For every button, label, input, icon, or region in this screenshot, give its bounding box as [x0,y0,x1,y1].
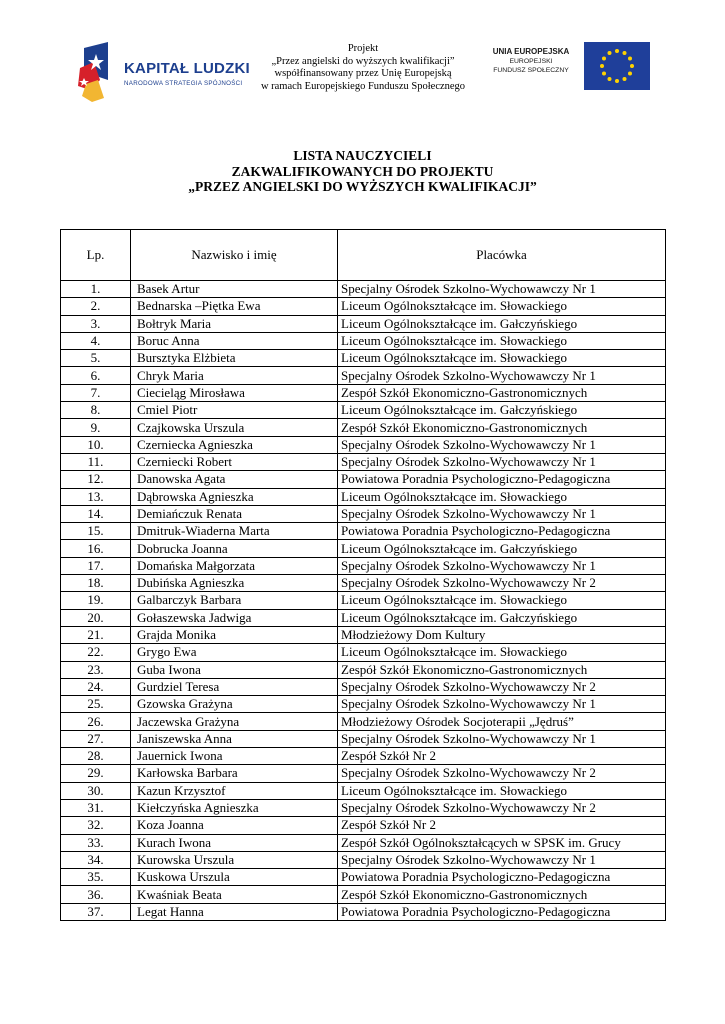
teacher-name: Gołaszewska Jadwiga [131,609,338,626]
column-header-institution: Placówka [338,230,666,281]
institution-name: Liceum Ogólnokształcące im. Słowackiego [338,332,666,349]
teacher-name: Kurach Iwona [131,834,338,851]
institution-name: Młodzieżowy Ośrodek Socjoterapii „Jędruś” [338,713,666,730]
table-row [61,384,666,401]
table-row [61,834,666,851]
row-number: 27. [61,730,131,747]
institution-name: Specjalny Ośrodek Szkolno-Wychowawczy Nr 2 [338,678,666,695]
row-number: 4. [61,332,131,349]
teacher-name: Gzowska Grażyna [131,696,338,713]
teacher-name: Kurowska Urszula [131,851,338,868]
institution-name: Powiatowa Poradnia Psychologiczno-Pedagogiczna [338,523,666,540]
institution-name: Specjalny Ośrodek Szkolno-Wychowawczy Nr 1 [338,696,666,713]
teacher-name: Domańska Małgorzata [131,557,338,574]
teacher-name: Boruc Anna [131,332,338,349]
table-row [61,869,666,886]
institution-name: Specjalny Ośrodek Szkolno-Wychowawczy Nr 1 [338,851,666,868]
row-number: 22. [61,644,131,661]
project-line: Projekt [347,43,379,54]
table-row [61,505,666,522]
institution-name: Specjalny Ośrodek Szkolno-Wychowawczy Nr 1 [338,436,666,453]
eu-fund-line: EUROPEJSKI [509,58,553,65]
institution-name: Specjalny Ośrodek Szkolno-Wychowawczy Nr 2 [338,575,666,592]
row-number: 9. [61,419,131,436]
teacher-name: Koza Joanna [131,817,338,834]
institution-name: Liceum Ogólnokształcące im. Słowackiego [338,782,666,799]
teacher-name: Guba Iwona [131,661,338,678]
institution-name: Powiatowa Poradnia Psychologiczno-Pedagogiczna [338,471,666,488]
institution-name: Powiatowa Poradnia Psychologiczno-Pedagogiczna [338,903,666,920]
institution-name: Liceum Ogólnokształcące im. Słowackiego [338,298,666,315]
institution-name: Młodzieżowy Dom Kultury [338,626,666,643]
row-number: 12. [61,471,131,488]
row-number: 35. [61,869,131,886]
teacher-name: Gurdziel Teresa [131,678,338,695]
row-number: 36. [61,886,131,903]
row-number: 21. [61,626,131,643]
institution-name: Specjalny Ośrodek Szkolno-Wychowawczy Nr 2 [338,765,666,782]
row-number: 20. [61,609,131,626]
teacher-name: Bursztyka Elżbieta [131,350,338,367]
teacher-name: Dmitruk-Wiaderna Marta [131,523,338,540]
eu-logo [480,42,650,92]
table-row [61,453,666,470]
teacher-name: Dubińska Agnieszka [131,575,338,592]
column-header-lp: Lp. [61,230,131,281]
eu-flag-icon [584,42,650,90]
row-number: 1. [61,281,131,298]
row-number: 15. [61,523,131,540]
title-line: LISTA NAUCZYCIELI [293,148,432,163]
table-row [61,903,666,920]
institution-name: Zespół Szkół Ekonomiczno-Gastronomicznych [338,384,666,401]
project-description [248,43,478,93]
table-row [61,436,666,453]
table-row [61,886,666,903]
teacher-name: Ciecieląg Mirosława [131,384,338,401]
table-row [61,471,666,488]
row-number: 8. [61,402,131,419]
table-row [61,765,666,782]
table-row [61,281,666,298]
kapital-ludzki-logo-icon [74,40,118,104]
table-row [61,350,666,367]
table-row [61,678,666,695]
teacher-name: Demiańczuk Renata [131,505,338,522]
kapital-ludzki-title: KAPITAŁ LUDZKI [124,60,250,77]
teacher-name: Galbarczyk Barbara [131,592,338,609]
institution-name: Specjalny Ośrodek Szkolno-Wychowawczy Nr 1 [338,505,666,522]
row-number: 34. [61,851,131,868]
table-row [61,817,666,834]
row-number: 17. [61,557,131,574]
row-number: 14. [61,505,131,522]
table-row [61,315,666,332]
table-row [61,332,666,349]
kapital-ludzki-logo [74,40,254,104]
page-header [0,0,725,110]
teacher-name: Kuskowa Urszula [131,869,338,886]
title-line: „PRZEZ ANGIELSKI DO WYŻSZYCH KWALIFIKACJI” [188,179,537,194]
row-number: 13. [61,488,131,505]
row-number: 18. [61,575,131,592]
row-number: 6. [61,367,131,384]
table-row [61,402,666,419]
row-number: 25. [61,696,131,713]
row-number: 26. [61,713,131,730]
teacher-name: Janiszewska Anna [131,730,338,747]
row-number: 23. [61,661,131,678]
project-line: współfinansowany przez Unię Europejską [274,68,452,79]
institution-name: Liceum Ogólnokształcące im. Gałczyńskiego [338,540,666,557]
row-number: 2. [61,298,131,315]
institution-name: Liceum Ogólnokształcące im. Słowackiego [338,488,666,505]
project-line: „Przez angielski do wyższych kwalifikacji” [271,55,455,67]
institution-name: Zespół Szkół Ogólnokształcących w SPSK im. Grucy [338,834,666,851]
title-line: ZAKWALIFIKOWANYCH DO PROJEKTU [231,163,494,179]
teacher-name: Czerniecki Robert [131,453,338,470]
row-number: 32. [61,817,131,834]
eu-fund-line: FUNDUSZ SPOŁECZNY [493,67,569,74]
row-number: 3. [61,315,131,332]
table-body [61,281,666,921]
teacher-name: Jauernick Iwona [131,748,338,765]
row-number: 37. [61,903,131,920]
table-row [61,540,666,557]
teacher-name: Czerniecka Agnieszka [131,436,338,453]
row-number: 10. [61,436,131,453]
institution-name: Liceum Ogólnokształcące im. Gałczyńskiego [338,315,666,332]
table-row [61,298,666,315]
institution-name: Powiatowa Poradnia Psychologiczno-Pedagogiczna [338,869,666,886]
project-line: w ramach Europejskiego Funduszu Społecznego [260,80,466,92]
row-number: 24. [61,678,131,695]
teacher-name: Kazun Krzysztof [131,782,338,799]
table-row [61,557,666,574]
table-row [61,799,666,816]
column-header-name: Nazwisko i imię [131,230,338,281]
table-row [61,782,666,799]
row-number: 28. [61,748,131,765]
teacher-name: Kwaśniak Beata [131,886,338,903]
table-row [61,644,666,661]
table-row [61,488,666,505]
teacher-name: Danowska Agata [131,471,338,488]
teacher-name: Jaczewska Grażyna [131,713,338,730]
institution-name: Liceum Ogólnokształcące im. Gałczyńskiego [338,402,666,419]
teacher-name: Grygo Ewa [131,644,338,661]
table-row [61,713,666,730]
teacher-name: Dobrucka Joanna [131,540,338,557]
institution-name: Liceum Ogólnokształcące im. Słowackiego [338,644,666,661]
teacher-name: Dąbrowska Agnieszka [131,488,338,505]
teacher-name: Bednarska –Piętka Ewa [131,298,338,315]
teacher-name: Basek Artur [131,281,338,298]
table-header-row [61,230,666,281]
row-number: 29. [61,765,131,782]
table-row [61,419,666,436]
institution-name: Specjalny Ośrodek Szkolno-Wychowawczy Nr 1 [338,557,666,574]
institution-name: Specjalny Ośrodek Szkolno-Wychowawczy Nr 1 [338,367,666,384]
table-row [61,367,666,384]
table-row [61,626,666,643]
table-row [61,696,666,713]
table-row [61,523,666,540]
teacher-name: Kiełczyńska Agnieszka [131,799,338,816]
institution-name: Specjalny Ośrodek Szkolno-Wychowawczy Nr 2 [338,799,666,816]
row-number: 30. [61,782,131,799]
table-row [61,851,666,868]
institution-name: Zespół Szkół Ekonomiczno-Gastronomicznych [338,886,666,903]
row-number: 33. [61,834,131,851]
teacher-name: Cmiel Piotr [131,402,338,419]
table-row [61,575,666,592]
eu-logo-text [480,46,582,75]
table-row [61,730,666,747]
teacher-name: Czajkowska Urszula [131,419,338,436]
institution-name: Zespół Szkół Nr 2 [338,817,666,834]
kapital-ludzki-subtitle: NARODOWA STRATEGIA SPÓJNOŚCI [124,80,243,87]
institution-name: Specjalny Ośrodek Szkolno-Wychowawczy Nr 1 [338,730,666,747]
row-number: 16. [61,540,131,557]
row-number: 11. [61,453,131,470]
institution-name: Liceum Ogólnokształcące im. Słowackiego [338,592,666,609]
table-row [61,609,666,626]
table-row [61,748,666,765]
row-number: 7. [61,384,131,401]
institution-name: Specjalny Ośrodek Szkolno-Wychowawczy Nr 1 [338,281,666,298]
row-number: 19. [61,592,131,609]
teacher-name: Legat Hanna [131,903,338,920]
document-title [0,148,725,195]
institution-name: Specjalny Ośrodek Szkolno-Wychowawczy Nr 1 [338,453,666,470]
teacher-name: Bołtryk Maria [131,315,338,332]
table-row [61,592,666,609]
row-number: 5. [61,350,131,367]
institution-name: Zespół Szkół Ekonomiczno-Gastronomicznych [338,419,666,436]
teachers-table [60,229,666,921]
institution-name: Liceum Ogólnokształcące im. Słowackiego [338,350,666,367]
teacher-name: Chryk Maria [131,367,338,384]
eu-name: UNIA EUROPEJSKA [492,47,570,56]
institution-name: Zespół Szkół Nr 2 [338,748,666,765]
teacher-name: Karłowska Barbara [131,765,338,782]
institution-name: Liceum Ogólnokształcące im. Gałczyńskiego [338,609,666,626]
row-number: 31. [61,799,131,816]
table-row [61,661,666,678]
teacher-name: Grajda Monika [131,626,338,643]
institution-name: Zespół Szkół Ekonomiczno-Gastronomicznych [338,661,666,678]
